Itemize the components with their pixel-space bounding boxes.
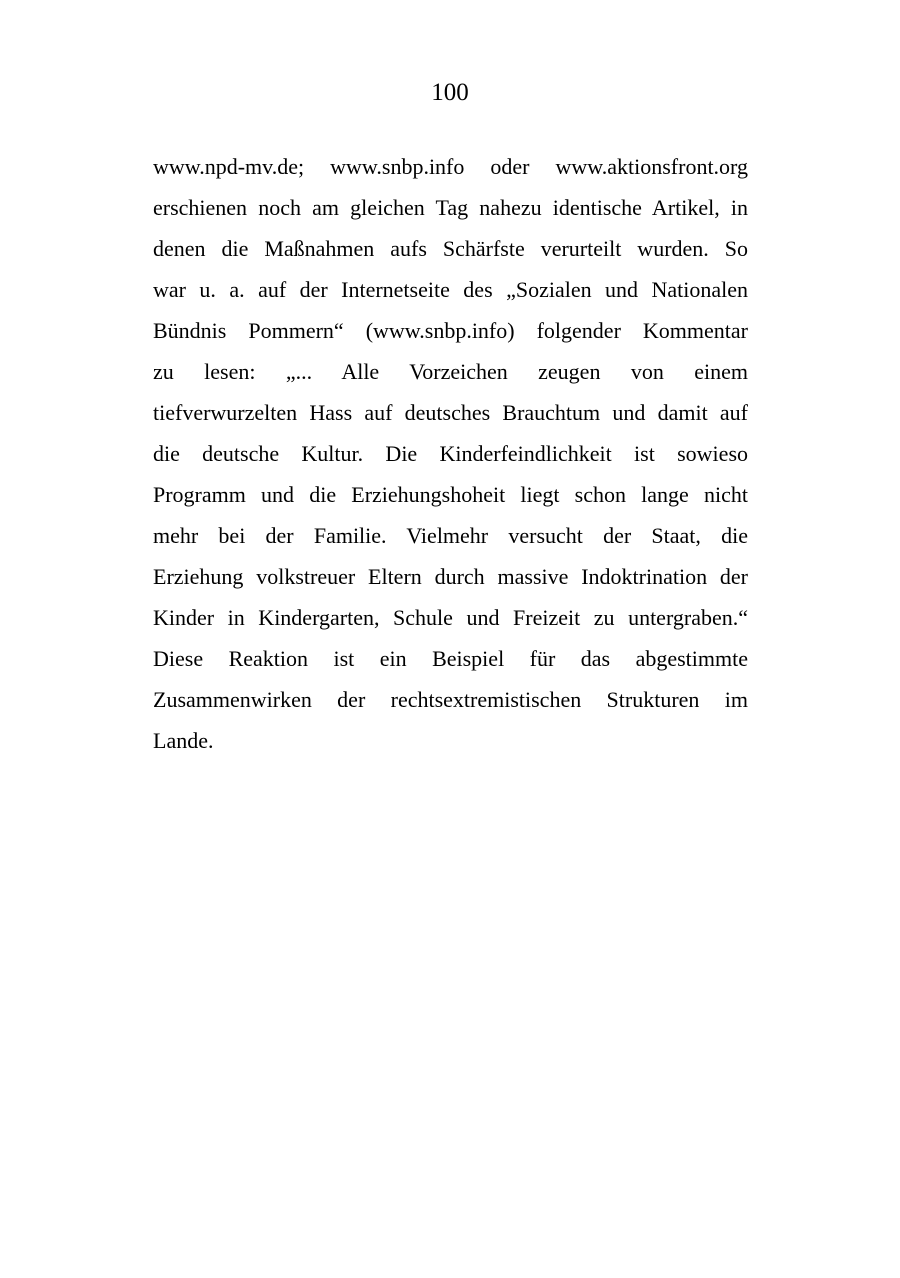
text-line: tiefverwurzelten Hass auf deutsches Brauchtum und damit auf: [153, 400, 748, 425]
text-line: www.npd-mv.de; www.snbp.info oder www.aktionsfront.org: [153, 154, 748, 179]
text-line: die deutsche Kultur. Die Kinderfeindlichkeit ist sowieso: [153, 441, 748, 466]
text-line: Programm und die Erziehungshoheit liegt schon lange nicht: [153, 482, 748, 507]
text-line: erschienen noch am gleichen Tag nahezu identische Artikel, in: [153, 195, 748, 220]
text-line: zu lesen: „... Alle Vorzeichen zeugen von einem: [153, 359, 748, 384]
text-line: Diese Reaktion ist ein Beispiel für das abgestimmte: [153, 646, 748, 671]
text-line: war u. a. auf der Internetseite des „Sozialen und Nationalen: [153, 277, 748, 302]
text-line: Lande.: [153, 728, 214, 753]
body-paragraph: [153, 149, 748, 764]
page-number: 100: [431, 79, 469, 106]
text-line: Erziehung volkstreuer Eltern durch massive Indoktrination der: [153, 564, 748, 589]
text-line: Kinder in Kindergarten, Schule und Freizeit zu untergraben.“: [153, 605, 748, 630]
text-line: mehr bei der Familie. Vielmehr versucht der Staat, die: [153, 523, 748, 548]
text-line: Zusammenwirken der rechtsextremistischen Strukturen im: [153, 687, 748, 712]
text-line: denen die Maßnahmen aufs Schärfste verurteilt wurden. So: [153, 236, 748, 261]
text-line: Bündnis Pommern“ (www.snbp.info) folgender Kommentar: [153, 318, 748, 343]
